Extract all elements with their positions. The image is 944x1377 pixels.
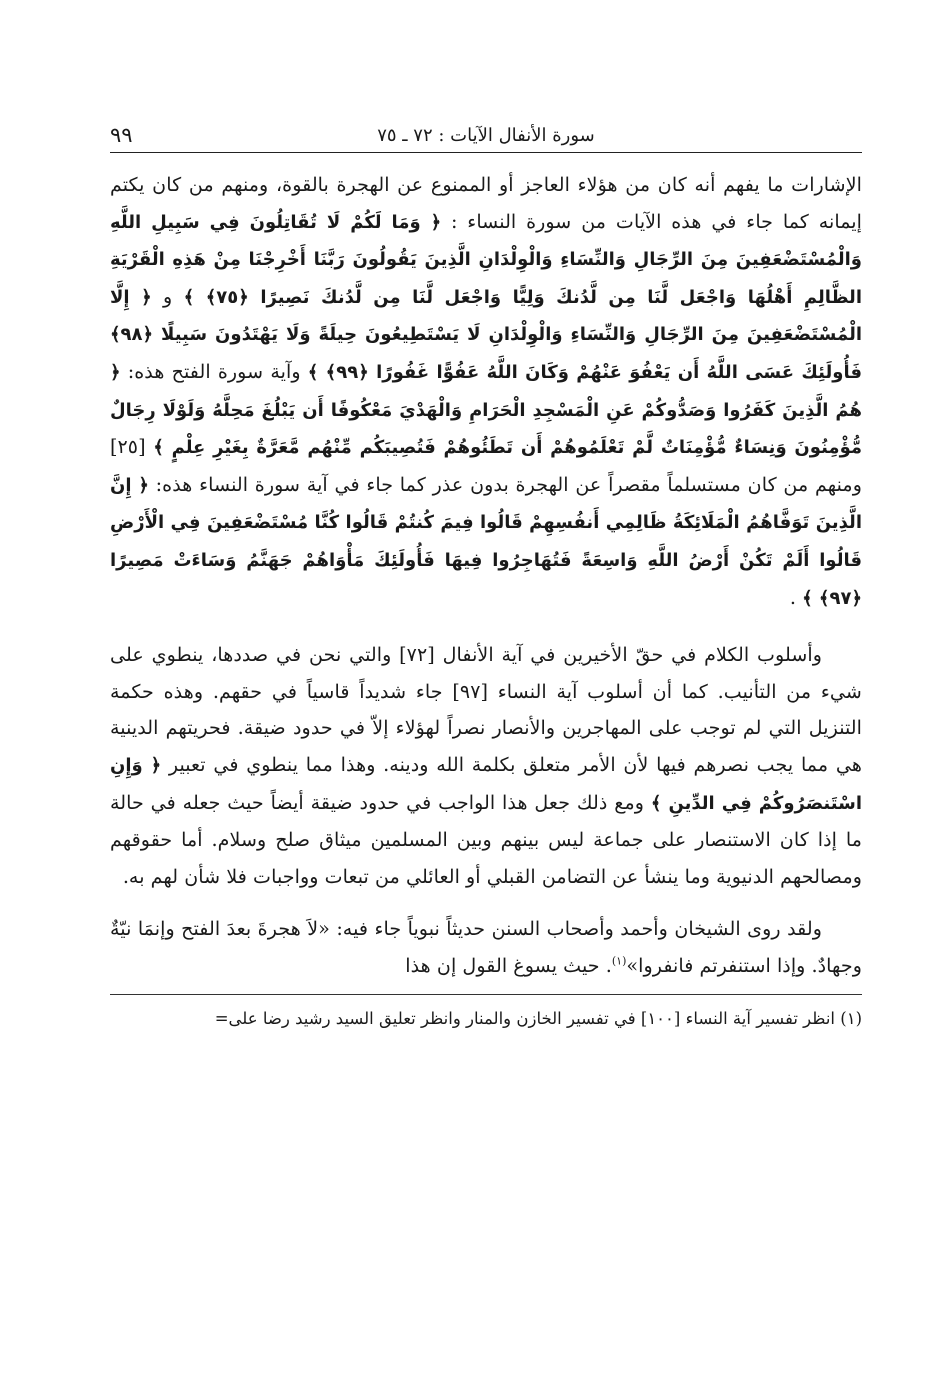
paragraph-text: وأسلوب الكلام في حقّ الأخيرين في آية الأنفال [٧٢] والتي نحن في صددها، ينطوي على شيء من التأنيب. كما أن أسلوب آية النساء [٩٧] جاء شديداً قاسياً في حقهم. وهذه حكمة التنزيل التي لم توجب على المهاجرين والأنصار نصراً لهؤلاء إلاّ في حدود ضيقة. فحريتهم الدينية هي مما يجب نصرهم فيها لأن الأمر متعلق بكلمة الله ودينه. وهذا مما ينطوي في تعبير: [110, 643, 863, 776]
paragraph-2: [110, 637, 862, 895]
quran-verse: ﴿ إِلَّا الْمُسْتَضْعَفِينَ مِنَ الرِّجَالِ وَالنِّسَاءِ وَالْوِلْدَانِ لَا يَسْتَطِيعُونَ حِيلَةً وَلَا يَهْتَدُونَ سَبِيلًا ﴿٩٨﴾ فَأُولَئِكَ عَسَى اللَّهُ أَن يَعْفُوَ عَنْهُمْ وَكَانَ اللَّهُ عَفُوًّا غَفُورًا ﴿٩٩﴾ ﴾: [110, 286, 862, 383]
paragraph-text: [٢٥] ومنهم من كان مستسلماً مقصراً عن الهجرة بدون عذر كما جاء في آية سورة النساء هذه:: [110, 435, 862, 496]
running-title: سورة الأنفال الآيات : ٧٢ ـ ٧٥: [377, 125, 595, 146]
footnote: (١) انظر تفسير آية النساء [١٠٠] في تفسير الخازن والمنار وانظر تعليق السيد رشيد رضا على=: [214, 1009, 862, 1029]
page-number: ٩٩: [110, 123, 133, 147]
paragraph-text: ولقد روى الشيخان وأحمد وأصحاب السنن حديثاً نبوياً جاء فيه: «لاَ هجرةَ بعدَ الفتح وإنمَا نيّةٌ وجهادٌ. وإذا استنفرتم فانفروا»: [110, 917, 862, 977]
quran-verse: ﴿ إِنَّ الَّذِينَ تَوَفَّاهُمُ الْمَلَائِكَةُ ظَالِمِي أَنفُسِهِمْ قَالُوا فِيمَ كُنتُمْ قَالُوا كُنَّا مُسْتَضْعَفِينَ فِي الْأَرْضِ قَالُوا أَلَمْ تَكُنْ أَرْضُ اللَّهِ وَاسِعَةً فَتُهَاجِرُوا فِيهَا فَأُولَئِكَ مَأْوَاهُمْ جَهَنَّمُ وَسَاءَتْ مَصِيرًا ﴿٩٧﴾ ﴾: [110, 474, 862, 609]
paragraph-text: . حيث يسوغ القول إن هذا: [405, 953, 612, 977]
paragraph-text: .: [789, 585, 803, 609]
quran-verse: ﴿ وَإِنِ اسْتَنصَرُوكُمْ فِي الدِّينِ ﴾: [110, 754, 863, 814]
footnote-divider: [110, 994, 862, 995]
paragraph-text: الإشارات ما يفهم أنه كان من هؤلاء العاجز أو الممنوع عن الهجرة بالقوة، ومنهم من كان يكتم إيمانه كما جاء في هذه الآيات من سورة النساء :: [110, 173, 862, 233]
paragraph-1: [110, 167, 862, 617]
paragraph-text: و: [151, 284, 184, 308]
paragraph-text: ومع ذلك جعل هذا الواجب في حدود ضيقة أيضاً حيث جعله في حالة ما إذا كان الاستنصار على جماعة ليس بينهم وبين المسلمين ميثاق صلح وسلام. أما حقوقهم ومصالحهم الدنيوية وما ينشأ عن التضامن القبلي أو العائلي من تبعات وواجبات فلا شأن لهم به.: [110, 790, 862, 888]
quran-verse: ﴿ وَمَا لَكُمْ لَا تُقَاتِلُونَ فِي سَبِيلِ اللَّهِ وَالْمُسْتَضْعَفِينَ مِنَ الرِّجَالِ وَالنِّسَاءِ وَالْوِلْدَانِ الَّذِينَ يَقُولُونَ رَبَّنَا أَخْرِجْنَا مِنْ هَذِهِ الْقَرْيَةِ الظَّالِمِ أَهْلُهَا وَاجْعَل لَّنَا مِن لَّدُنكَ وَلِيًّا وَاجْعَل لَّنَا مِن لَّدُنكَ نَصِيرًا ﴿٧٥﴾ ﴾: [110, 211, 862, 308]
footnote-reference[interactable]: (١): [611, 954, 627, 968]
paragraph-text: وآية سورة الفتح هذه:: [120, 359, 308, 383]
quran-verse: ﴿ هُمُ الَّذِينَ كَفَرُوا وَصَدُّوكُمْ عَنِ الْمَسْجِدِ الْحَرَامِ وَالْهَدْيَ مَعْكُوفًا أَن يَبْلُغَ مَحِلَّهُ وَلَوْلَا رِجَالٌ مُّؤْمِنُونَ وَنِسَاءٌ مُّؤْمِنَاتٌ لَّمْ تَعْلَمُوهُمْ أَن تَطَئُوهُمْ فَتُصِيبَكُم مِّنْهُم مَّعَرَّةٌ بِغَيْرِ عِلْمٍ ﴾: [110, 361, 862, 459]
paragraph-3: [110, 911, 862, 984]
book-page: [110, 118, 862, 1031]
running-header: [110, 118, 862, 153]
